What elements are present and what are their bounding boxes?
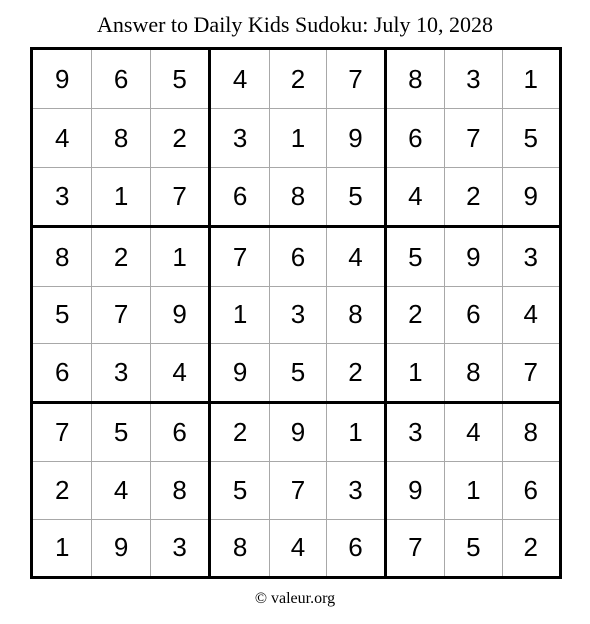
sudoku-cell: 7 (387, 519, 444, 576)
sudoku-cell: 2 (269, 50, 326, 108)
sudoku-cell: 8 (150, 461, 208, 518)
sudoku-cell: 8 (91, 108, 149, 166)
sudoku-box (208, 401, 383, 576)
sudoku-cell: 3 (408, 416, 423, 447)
sudoku-box (384, 50, 559, 225)
sudoku-cell: 1 (91, 167, 149, 225)
sudoku-cell: 6 (91, 50, 149, 108)
sudoku-cell: 7 (91, 286, 149, 343)
sudoku-cell: 6 (211, 167, 268, 225)
sudoku-cell: 9 (326, 108, 383, 166)
sudoku-cell: 3 (33, 167, 91, 225)
page-title: Answer to Daily Kids Sudoku: July 10, 2028 (97, 12, 493, 37)
sudoku-cell: 9 (211, 343, 268, 400)
sudoku-cell: 8 (269, 167, 326, 225)
sudoku-cell: 7 (444, 108, 501, 166)
sudoku-box (384, 225, 559, 400)
sudoku-cell: 4 (150, 343, 208, 400)
sudoku-box (33, 225, 208, 400)
sudoku-cell: 5 (91, 404, 149, 461)
sudoku-cell: 4 (326, 228, 383, 285)
sudoku-cell: 9 (91, 519, 149, 576)
sudoku-cell: 2 (150, 108, 208, 166)
sudoku-cell: 5 (211, 461, 268, 518)
sudoku-cell: 7 (232, 241, 248, 272)
sudoku-box (208, 50, 383, 225)
sudoku-cell: 9 (54, 63, 70, 94)
sudoku-cell: 6 (269, 228, 326, 285)
sudoku-cell: 2 (502, 519, 559, 576)
sudoku-cell: 1 (33, 519, 91, 576)
sudoku-cell: 1 (211, 286, 268, 343)
sudoku-cell: 9 (269, 404, 326, 461)
sudoku-cell: 8 (54, 241, 70, 272)
sudoku-cell: 2 (232, 416, 248, 447)
sudoku-cell: 3 (326, 461, 383, 518)
sudoku-cell: 2 (387, 286, 444, 343)
sudoku-cell: 8 (502, 404, 559, 461)
sudoku-cell: 5 (326, 167, 383, 225)
sudoku-cell: 6 (326, 519, 383, 576)
sudoku-cell: 3 (269, 286, 326, 343)
sudoku-cell: 6 (502, 461, 559, 518)
sudoku-cell: 5 (150, 50, 208, 108)
sudoku-cell: 7 (326, 50, 383, 108)
sudoku-cell: 9 (387, 461, 444, 518)
sudoku-cell: 5 (33, 286, 91, 343)
sudoku-cell: 7 (269, 461, 326, 518)
sudoku-cell: 4 (269, 519, 326, 576)
sudoku-cell: 8 (211, 519, 268, 576)
copyright-footer: © valeur.org (254, 590, 336, 607)
sudoku-cell: 1 (502, 50, 559, 108)
sudoku-cell: 5 (269, 343, 326, 400)
sudoku-box (208, 225, 383, 400)
sudoku-cell: 4 (444, 404, 501, 461)
sudoku-cell: 2 (326, 343, 383, 400)
sudoku-cell: 7 (150, 167, 208, 225)
sudoku-cell: 3 (502, 228, 559, 285)
sudoku-cell: 7 (54, 416, 70, 447)
sudoku-cell: 9 (150, 286, 208, 343)
sudoku-box (33, 401, 208, 576)
sudoku-cell: 3 (91, 343, 149, 400)
sudoku-cell: 4 (232, 63, 248, 94)
sudoku-cell: 6 (387, 108, 444, 166)
sudoku-cell: 9 (502, 167, 559, 225)
sudoku-cell: 4 (33, 108, 91, 166)
sudoku-cell: 1 (269, 108, 326, 166)
sudoku-cell: 6 (33, 343, 91, 400)
sudoku-cell: 3 (150, 519, 208, 576)
sudoku-cell: 2 (33, 461, 91, 518)
sudoku-cell: 5 (444, 519, 501, 576)
sudoku-box (384, 401, 559, 576)
sudoku-cell: 1 (150, 228, 208, 285)
sudoku-cell: 7 (502, 343, 559, 400)
sudoku-cell: 5 (408, 241, 423, 272)
sudoku-cell: 4 (387, 167, 444, 225)
sudoku-cell: 1 (444, 461, 501, 518)
sudoku-board (30, 47, 562, 579)
sudoku-cell: 4 (502, 286, 559, 343)
sudoku-cell: 2 (444, 167, 501, 225)
sudoku-cell: 1 (387, 343, 444, 400)
sudoku-cell: 2 (91, 228, 149, 285)
sudoku-box (33, 50, 208, 225)
sudoku-cell: 8 (326, 286, 383, 343)
sudoku-cell: 6 (150, 404, 208, 461)
sudoku-cell: 9 (444, 228, 501, 285)
sudoku-cell: 3 (444, 50, 501, 108)
sudoku-cell: 5 (502, 108, 559, 166)
sudoku-cell: 3 (211, 108, 268, 166)
sudoku-cell: 4 (91, 461, 149, 518)
sudoku-cell: 1 (326, 404, 383, 461)
sudoku-cell: 8 (444, 343, 501, 400)
sudoku-cell: 6 (444, 286, 501, 343)
sudoku-cell: 8 (408, 63, 423, 94)
